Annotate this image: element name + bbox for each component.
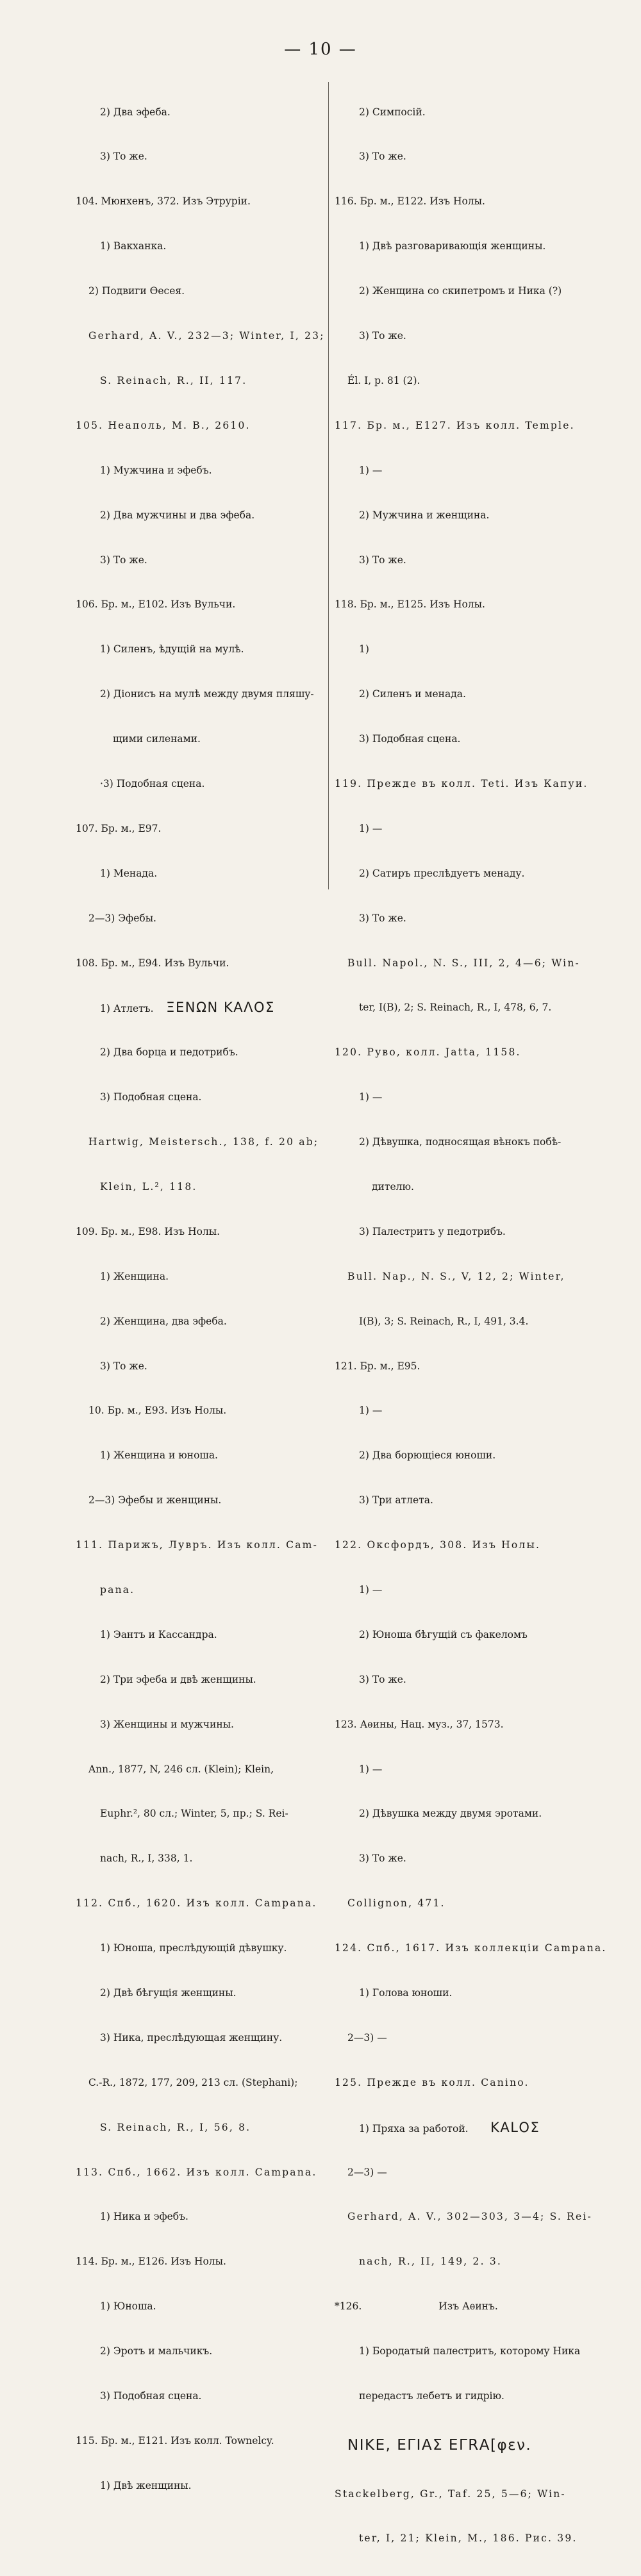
greek-inscription-xenon: ΞΕΝΩΝ ΚΑΛΟΣ [166,1000,275,1016]
catalog-entry-heading: 109. Бр. м., E98. Изъ Нолы. [76,1225,221,1237]
text-line: 2) Двѣ бѣгущія женщины. [100,1987,237,1999]
text-line: 1) Двѣ разговаривающія женщины. [359,240,546,252]
text-line: 2—3) — [347,2031,387,2043]
text-line: 3) То же. [359,912,406,924]
text-line: 2) Два эфеба. [100,106,171,118]
catalog-entry-heading: 118. Бр. м., E125. Изъ Нолы. [335,599,485,611]
text-line: 3) Палестритъ у педотрибъ. [359,1225,506,1237]
bibliography-line: Hartwig, Meistersch., 138, f. 20 ab; [88,1136,319,1148]
greek-inscription-row [335,2434,578,2457]
text-line: 1) — [359,464,383,476]
catalog-entry-heading: 105. Неаполь, M. B., 2610. [76,419,251,431]
text-line: 3) То же. [359,1673,406,1685]
text-line: 2) Женщина со скипетромъ и Ника (?) [359,285,562,297]
catalog-entry-heading: 112. Спб., 1620. Изъ колл. Campana. [76,1897,317,1910]
catalog-entry-heading: 120. Рувo, колл. Jatta, 1158. [335,1046,521,1059]
catalog-entry-heading: 116. Бр. м., E122. Изъ Нолы. [335,195,485,208]
text-line: 3) Подобная сцена. [100,2390,202,2402]
catalog-entry-heading: 107. Бр. м., E97. [76,822,162,834]
bibliography-line: Él. I, p. 81 (2). [347,374,420,386]
text-line: 2) Три эфеба и двѣ женщины. [100,1673,256,1685]
text-line: 2) Женщина, два эфеба. [100,1315,227,1327]
text-line: 2—3) Эфебы. [88,912,156,924]
text-line: 1) Ника и эфебъ. [100,2211,188,2223]
text-line: 3) То же. [100,151,147,163]
text-line: 2) Два борющіеся юноши. [359,1449,496,1462]
text-line: 1) Вакханка. [100,240,167,252]
text-line: 1) Женщина и юноша. [100,1449,218,1462]
text-line: 2) Силенъ и менада. [359,688,466,700]
text-line: 2) Юноша бѣгущій съ факеломъ [359,1628,528,1640]
right-column [335,75,607,2576]
catalog-entry-heading: 114. Бр. м., E126. Изъ Нолы. [76,2256,226,2268]
catalog-entry-heading: 10. Бр. м., E93. Изъ Нолы. [88,1405,227,1417]
text-line-label: 1) Пряха за работой. [359,2122,469,2134]
catalog-entry-heading: 117. Бр. м., E127. Изъ колл. Temple. [335,419,575,431]
text-line: 1) — [359,1091,383,1103]
bibliography-line: Gerhard, A. V., 302—303, 3—4; S. Rei- [347,2211,592,2223]
text-line: 1) Женщина. [100,1270,169,1282]
text-line: дителю. [372,1180,414,1193]
text-line: 2) Дѣвушка, подносящая вѣнокъ побѣ- [359,1136,562,1148]
text-line: 2) Два борца и педотрибъ. [100,1046,238,1059]
bibliography-line: Gerhard, A. V., 232—3; Winter, I, 23; [88,330,325,342]
bibliography-line: ter, I, 21; Klein, M., 186. Рис. 39. [359,2532,578,2545]
column-divider [328,82,329,889]
text-line: 1) Мужчина и эфебъ. [100,464,212,476]
bibliography-line: I(B), 3; S. Reinach, R., I, 491, 3.4. [359,1315,529,1327]
text-line: 1) Бородатый палестритъ, которому Ника [359,2345,581,2357]
text-line: 2) Два мужчины и два эфеба. [100,509,255,521]
text-line: 2) Симпосій. [359,106,426,118]
bibliography-line: S. Reinach, R., I, 56, 8. [100,2121,251,2133]
greek-inscription-nike: NIKE, ΕΓΙΑΣ ΕΓRΑ[φεν. [347,2436,532,2454]
text-line: щими силенами. [113,733,201,745]
text-line: 2) Діонисъ на мулѣ между двумя пляшу- [100,688,314,700]
text-line: 3) То же. [100,1360,147,1372]
text-line: 3) Три атлета. [359,1494,433,1507]
text-line: 3) Женщины и мужчины. [100,1718,234,1730]
text-line: 3) То же. [359,330,406,342]
catalog-entry-heading: 121. Бр. м., E95. [335,1360,420,1372]
text-line: 1) — [359,822,383,834]
bibliography-line: Ann., 1877, N, 246 сл. (Klein); Klein, [88,1763,274,1775]
text-line: 1) Менада. [100,867,158,879]
catalog-entry-heading: 115. Бр. м., E121. Изъ колл. Townelcy. [76,2434,274,2447]
text-line: pana. [100,1583,135,1596]
catalog-entry-heading: 104. Мюнхенъ, 372. Изъ Этруріи. [76,195,251,208]
catalog-entry-heading: 108. Бр. м., E94. Изъ Вульчи. [76,957,229,969]
text-line [335,2120,578,2135]
text-line: 1) [359,643,369,656]
text-line: 3) То же. [359,1853,406,1865]
text-line: 3) То же. [100,554,147,566]
text-line: 1) Эантъ и Кассандра. [100,1628,217,1640]
bibliography-line: Stackelberg, Gr., Taf. 25, 5—6; Win- [335,2488,566,2500]
text-line: 3) Подобная сцена. [359,733,461,745]
text-line: 3) Подобная сцена. [100,1091,202,1103]
text-line: 1) Силенъ, ѣдущій на мулѣ. [100,643,244,656]
bibliography-line: Klein, L.², 118. [100,1180,197,1193]
catalog-entry-heading: 123. Аѳины, Нац. муз., 37, 1573. [335,1718,504,1730]
catalog-entry-heading: 111. Парижъ, Лувръ. Изъ колл. Cam- [76,1539,319,1551]
text-line: 2) Мужчина и женщина. [359,509,490,521]
text-line: 3) То же. [359,151,406,163]
text-line: 2) Подвиги Ѳесея. [88,285,185,297]
entry-number: *126. [335,2300,362,2313]
text-line: ·3) Подобная сцена. [100,777,205,789]
text-line: 1) — [359,1583,383,1596]
text-line: 3) Ника, преслѣдующая женщину. [100,2031,283,2043]
catalog-entry-heading: 113. Спб., 1662. Изъ колл. Campana. [76,2166,317,2178]
text-line: 2—3) Эфебы и женщины. [88,1494,222,1507]
text-line [76,1000,322,1015]
text-line: 1) Двѣ женщины. [100,2479,192,2491]
bibliography-line: ter, I(B), 2; S. Reinach, R., I, 478, 6, 7. [359,1002,552,1014]
catalog-entry-heading: 122. Оксфордъ, 308. Изъ Нолы. [335,1539,541,1551]
text-line: 2—3) — [347,2166,387,2178]
catalog-entry-heading: 124. Спб., 1617. Изъ коллекціи Campana. [335,1942,607,1954]
text-line: передастъ лебетъ и гидрію. [359,2390,504,2402]
bibliography-line: Collignon, 471. [347,1897,445,1910]
catalog-entry-heading [335,2299,578,2314]
text-line: 1) — [359,1763,383,1775]
greek-inscription-kalos: ΚΑLΟΣ [490,2119,540,2135]
bibliography-line: nach, R., I, 338, 1. [100,1853,193,1865]
entry-origin: Изъ Аѳинъ. [438,2300,498,2313]
text-line: 2) Дѣвушка между двумя эротами. [359,1808,542,1820]
bibliography-line: Bull. Napol., N. S., III, 2, 4—6; Win- [347,957,580,969]
page-number: — 10 — [284,40,357,59]
text-line: 2) Сатиръ преслѣдуетъ менаду. [359,867,525,879]
text-line: 1) Голова юноши. [359,1987,453,1999]
text-line: 1) Юноша. [100,2300,156,2313]
bibliography-line: Euphr.², 80 сл.; Winter, 5, пр.; S. Rei- [100,1808,288,1820]
bibliography-line: Bull. Nap., N. S., V, 12, 2; Winter, [347,1270,565,1282]
text-line: 3) То же. [359,554,406,566]
text-line: 1) Юноша, преслѣдующій дѣвушку. [100,1942,287,1954]
text-line: 1) — [359,1405,383,1417]
left-column [76,75,325,2523]
bibliography-line: nach, R., II, 149, 2. 3. [359,2256,503,2268]
text-line-label: 1) Атлетъ. [100,1003,154,1015]
catalog-entry-heading: 106. Бр. м., E102. Изъ Вульчи. [76,599,236,611]
bibliography-line: S. Reinach, R., II, 117. [100,374,247,386]
text-line: 2) Эротъ и мальчикъ. [100,2345,213,2357]
catalog-entry-heading: 125. Прежде въ колл. Canino. [335,2076,529,2088]
bibliography-line: C.-R., 1872, 177, 209, 213 сл. (Stephani); [88,2076,298,2088]
catalog-entry-heading: 119. Прежде въ колл. Teti. Изъ Капуи. [335,777,588,789]
